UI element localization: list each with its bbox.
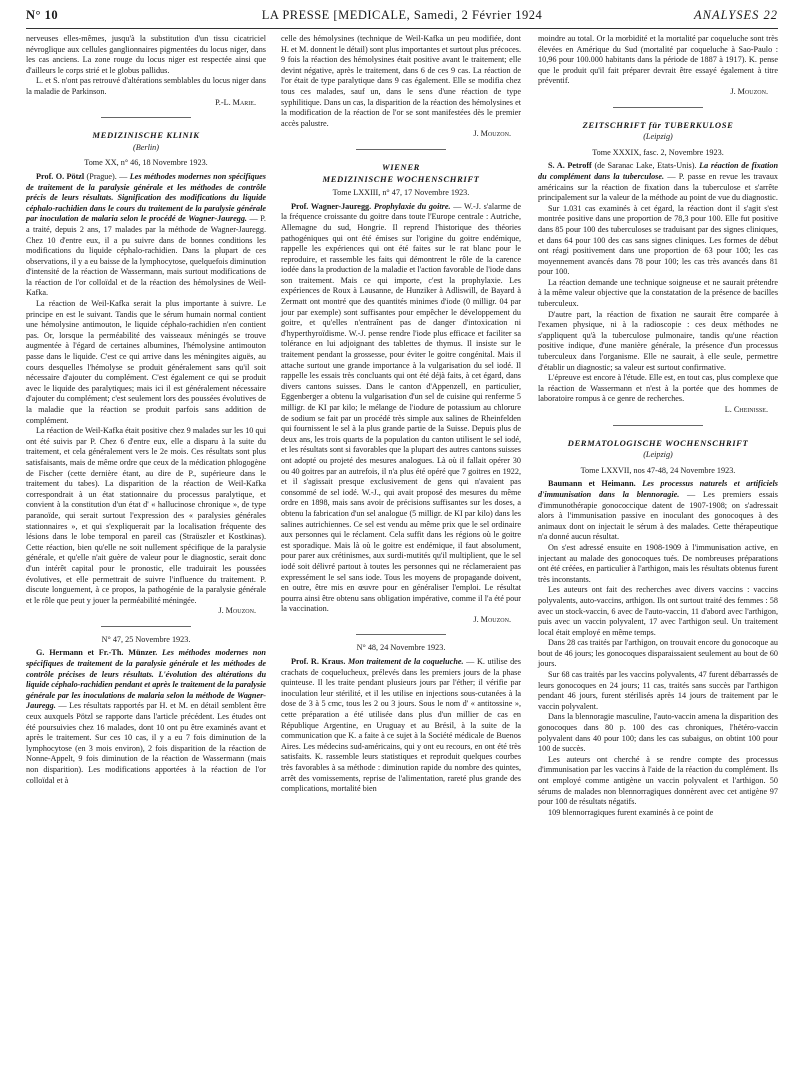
article-text: — K. utilise des crachats de coquelucheux, prélevés dans les premiers jours de la phase quinteuse. Il les traite pendant plusieurs jours par l'éther; il vérifie par inoculation leur stérilité, et il les utilise en injections sous-cutanées à la dose de 3 à 5 cmc, tous les 2 ou 3 jours. Sous le nom d' « antitossine », cette préparation a été utilisée dans plus d'un millier de cas en République Argentine, en Uruguay et au Brésil, à la suite de la communication que K. a faite à ce sujet à la Société médicale de Buenos Aires. Les médecins sud-américains, qui y ont eu recours, en ont été très satisfaits. K. rassemble leurs statistiques et reproduit quelques courbes très favorables à sa méthode : diminution rapide du nombre des quintes, arrêt des vomissements, reprise de l'alimentation, rareté plus grande des complications, mortalité bien [281,657,521,794]
article-title: Les processus naturels et artificiels d'immunisation dans la blennoragie. [538,479,778,499]
issue-line: N° 47, 25 Novembre 1923. [101,634,191,644]
issue-line: N° 48, 24 Novembre 1923. [356,643,446,653]
paragraph: L. et S. n'ont pas retrouvé d'altérations semblables du locus niger dans la maladie de Parkinson. [26,76,266,96]
paragraph: D'autre part, la réaction de fixation ne saurait être comparée à l'examen physique, ni à la radioscopie : ces deux méthodes ne s'appliquent qu'à la tuberculose pulmonaire, tandis qu'une réaction positive indique, d'une manière générale, la présence d'un processus tuberculeux dans l'organisme. Elle ne saurait, à elle seule, permettre d'établir un diagnostic; sa valeur est surtout confirmative. [538,309,778,372]
article-place: (Prague). — [84,171,130,181]
article-author: G. Hermann et Fr.-Th. Münzer. [36,648,158,658]
article [538,479,778,543]
signature: J. Mouzon. [218,606,256,616]
paragraph: Dans la blennoragie masculine, l'auto-vaccin amena la disparition des gonocoques dans 80 p. 100 des cas chroniques, l'hétéro-vaccin polyvalent dans 40 pour 100; dans les cas subaigus, on obtint 100 pour 100 de succès. [538,712,778,754]
paragraph: moindre au total. Or la morbidité et la mortalité par coqueluche sont très élevées en Amérique du Sud (mortalité par coqueluche à Sao-Paulo : 10,96 pour 100.000 habitants dans la période de 1887 à 1917). K. pense que le produit qu'il fait préparer devrait être essayé également à titre préventif. [538,34,778,86]
separator [613,425,703,426]
journal-heading: MEDIZINISCHE WOCHENSCHRIFT [322,173,480,184]
article [538,161,778,203]
signature: P.-L. Marie. [215,97,256,107]
article-title: Mon traitement de la coqueluche. [345,657,464,667]
paragraph: Sur 68 cas traités par les vaccins polyvalents, 47 furent débarrassés de leurs gonocoques en 24 jours; 11 cas, traités sans succès par l'arthigon pendant 46 jours, furent stérilisés après 14 jours de traitement par le vaccin polyvalent. [538,670,778,711]
paragraph: Dans 28 cas traités par l'arthigon, on trouvait encore du gonocoque au bout de 46 jours; les gonocoques disparaissaient seulement au bout de 60 jours. [538,638,778,669]
article-title: Prophylaxie du goitre. [371,201,451,211]
article [281,202,521,615]
article-text: — W.-J. s'alarme de la fréquence croissante du goitre dans toute l'Europe centrale : Autriche, Allemagne du sud, Hongrie. Il reprend l'historique des théories pathogéniques qui ont été émises sur l'origine du goitre endémique, rappelle les expériences qui ont été faites sur le rat blanc pour le reproduire, et rassemble les faits qui démontrent le rôle de la carence iodée dans la production de la maladie et l'action favorable de l'iode dans son traitement. Mais ce qui importe, c'est la prophylaxie. Les expériences de Roux à Lausanne, de Hunziker à Adliswill, de Bayard à Zermatt ont montré que des quantités minimes d'iode (0 milligr. 04 par jour par exemple) sont suffisantes pour empêcher le développement du goitre, et qu'elles n'entraînent pas de danger d'intoxication ni d'hyperthyroïdisme. W.-J. pense rendre l'iode plus efficace et faciliter sa tolérance en lui adjoignant des tablettes de thymus. Il insiste sur le traitement pendant la grossesse, pour éviter le goitre congénital. Mais il attache surtout une grande importance à la vulgarisation du sel iodé. Il rappelle les essais très concluants qui ont été déjà faits, à cet égard, dans divers cantons suisses. Dans le canton d'Appenzell, en particulier, Eggenberger a obtenu la vulgarisation d'un sel de cuisine qui renferme 5 milligr. de KI par kilo; le mélange de l'iodure de potassium au chlorure de sodium se fait par un procédé très simple aux salines de Rheinfelden qui fournissent le sel à la plus grande partie de la Suisse. Depuis plus de deux ans, les trois quarts de la population du canton utilisent le sel iodé, et les résultats sont si favorables que la plupart des autres cantons suisses ont adopté ou projeté des mesures analogues. Là où il fallait opérer 30 ou 40 goitres par an autrefois, il n'a plus été opéré que 7 goitres en 1922, et il s'agissait presque exclusivement de gens qui n'avaient pas consommé de sel iodé. W.-J., qui avait proposé des mesures du même ordre en 1898, mais sans avoir de précisions suffisantes sur les doses, a obtenu la fabrication d'un sel analogue (5 milligr. de KI par kilo) dans les salines autrichiennes. Ce sel est vendu au même prix que le sel ordinaire aux personnes qui le réclament. Cela suffit dans les régions où le goitre est sporadique. Mais là où le goitre est endémique, il faut absolument, pour parer aux crétinismes, aux surdi-mutités qu'il multiplient, que le sel iodé soit délivré partout à toutes les personnes qui ne réclameraient pas expressément le sel sans iode. Tous les moyens de propagande doivent, en outre, être mis en œuvre pour en généraliser l'emploi. Le résultat pourra ainsi être obtenu sans obligation impérative, comme il l'a été pour la vaccination. [281,201,522,614]
column-3 [538,34,778,818]
article [26,648,266,786]
paragraph: 109 blennorragiques furent examinés à ce point de [548,807,714,817]
paragraph: celle des hémolysines (technique de Weil-Kafka un peu modifiée, dont H. et M. donnent le détail) sont plus importantes et surtout plus précoces. 9 fois la réaction des hémolysines était positive avant le traitement; elle devint négative, après le traitement, dans 6 de ces 9 cas. La réaction de l'or était de type paralytique dans 9 cas également. Elle se modifia chez tous ces malades, sauf un, dans le sens d'une réaction de type syphilitique. Dans un cas, la disparition de la réaction des hémolysines et la modification de la réaction de l'or se sont manifestées dès le premier accès palustre. [281,34,521,128]
page-number: N° 10 [26,8,59,22]
column-1 [26,34,266,786]
signature: J. Mouzon. [730,86,768,96]
article-text: — Les résultats rapportés par H. et M. en détail semblent être ceux auxquels Pötzl se rapporte dans l'article précédent. Les études ont été poursuivies chez 16 malades, dont 10 ont pu être examinés avant et après le traitement. Sur ces 10 cas, il y a eu 7 fois diminution de la lymphocytose (en 3 mois environ), 2 fois disparition de la réaction de Nonne-Appelt, 9 fois diminution de la réaction de Wassermann (mais non disparition). Les modifications apportées à la réaction de l'or colloïdal et à [26,701,266,785]
issue-line: Tome LXXVII, nos 47-48, 24 Novembre 1923. [580,465,736,475]
signature: L. Cheinisse. [724,405,768,414]
article-author: Prof. O. Pötzl [36,171,85,181]
article-author: S. A. Petroff [548,161,592,171]
paragraph: La réaction de Weil-Kafka serait la plus importante à suivre. Le principe en est le suivant. Tandis que le sérum humain normal contient une hémolysine antimouton, le liquide céphalo-rachidien n'en contient pas. Or, lorsque la perméabilité des vaisseaux méningés se trouve augmentée à l'égard de certaines albumines, l'hémolysine antimouton passe dans le liquide. C'est ce qui arrive dans les méningites aiguës, au cours desquelles l'hémolyse se produit généralement sans qu'il soit nécessaire d'ajouter du complément. C'est également ce qui se produit avec le liquide des paralytiques; mais ici il est généralement nécessaire d'ajouter du complément; c'est seulement lors des poussées évolutives de la maladie que la réaction se produit parfois sans addition de complément. [26,299,266,425]
journal-title: LA PRESSE [MEDICALE, Samedi, 2 Février 1924 [261,8,543,22]
separator [356,149,446,150]
article-title: Les méthodes modernes non spécifiques de traitement de la paralysie générale et les méthodes de contrôle précises de leurs résultats. L'évolution des altérations du liquide céphalo-rachidien pendant et après le traitement de la paralysie générale par les inoculations de malaria selon la méthode de Wagner-Jauregg. [26,648,266,711]
paragraph: nerveuses elles-mêmes, jusqu'à la substitution d'un tissu cicatriciel névroglique aux cellules ganglionnaires pigmentées du locus niger, dans les cas anciens. La zone rouge du locus niger est respectée ainsi que d'ailleurs le corps strié et le globus pallidus. [26,34,266,75]
separator [101,626,191,627]
section-title: ANALYSES 22 [693,8,778,22]
issue-line: Tome XXXIX, fasc. 2, Novembre 1923. [592,147,724,157]
paragraph: La réaction de Weil-Kafka était positive chez 9 malades sur les 10 qui ont été suivis par P. Chez 6 d'entre eux, elle a disparu à la suite du traitement, et cela généralement vers le 2e mois. Ces résultats sont plus satisfaisants, mais de même ordre que ceux de la médication phlogogène de Fischer (cette dernière étant, au dire de P., supérieure dans le traitement du tabes). La disparition de la réaction de Weil-Kafka correspondrait à un état stationnaire du processus paralytique, et convient à la constitution d'un état d' « hallucinose chronique », de type paranoïde, qui serait surtout l'expression des « paralysies générales stationnaires », et qui s'expliquerait par la localisation fréquente des lésions dans le lobe temporal en pareil cas (Straüszler et Kostkinas). Cette réaction, bien qu'elle ne soit nullement spécifique de la paralysie générale, et qu'elle n'ait guère de valeur pour le diagnostic, serait donc d'un intérêt capital pour le pronostic, elle traduirait les poussées évolutives, et elle permettrait de suivre l'influence du traitement. P. discute longuement, à ce propos, la pathogénie de la paralysie générale et le rôle que peut y jouer la perméabilité méningée. [26,426,266,605]
article-author: Prof. R. Kraus. [291,657,346,667]
article-author: Prof. Wagner-Jauregg. [291,201,372,211]
journal-city: (Leipzig) [643,450,673,460]
article-title: La réaction de fixation du complément dans la tuberculose. [538,161,778,181]
journal-heading: MEDIZINISCHE KLINIK [92,130,200,141]
page-header [26,6,778,26]
paragraph: L'épreuve est encore à l'étude. Elle est, en tout cas, plus complexe que la réaction de Wassermann et n'est à la portée que des hommes de laboratoire rompus à ce genre de recherches. [538,373,778,404]
journal-heading: WIENER [382,161,420,172]
article-text: — P. a traité, depuis 2 ans, 17 malades par la méthode de Wagner-Jauregg. Chez 10 d'entre eux, il a pu suivre dans de bonnes conditions les modifications du liquide céphalo-rachidien. Dans la plupart de ces observations, il y a eu baisse de la lymphocytose, quelquefois diminution d'intensité de la réaction de Wassermann, mais surtout modifications de la réaction de l'or colloïdal et de la réaction des hémolysines de Weil-Kafka. [26,214,266,298]
signature: J. Mouzon. [473,614,511,624]
paragraph: Les auteurs ont fait des recherches avec divers vaccins : vaccins polyvalents, auto-vaccins, arthigon. Ils ont surtout traité des femmes : 58 avec un stock-vaccin, 6 avec de l'auto-vaccin, 11 d'abord avec l'arthigon, puis avec un vaccin polyvalent, 17 avec l'arthigon seul. Un traitement local était employé en même temps. [538,585,778,637]
journal-heading: DERMATOLOGISCHE WOCHENSCHRIFT [567,437,749,448]
paragraph: On s'est adressé ensuite en 1908-1909 à l'immunisation active, en injectant au malade des gonocoques tués. De nombreuses préparations ont été créées, en particulier à l'arthigon, mais les résultats obtenus furent très inconstants. [538,542,778,584]
paragraph: La réaction demande une technique soigneuse et ne saurait prétendre à la même valeur objective que la constatation de la présence de bacilles tuberculeux. [538,277,778,309]
journal-heading: ZEITSCHRIFT für TUBERKULOSE [582,119,734,130]
article-place: (de Saranac Lake, Etats-Unis). [591,161,700,171]
issue-line: Tome XX, n° 46, 18 Novembre 1923. [84,158,208,168]
article-text: — Les premiers essais d'immunothérapie gonococcique datent de 1907-1908; on s'adressait alors à l'immunisation passive en inoculant des gonocoques à des animaux dont on injectait le sérum à des malades. Cette thérapeutique n'a donné aucun résultat. [538,489,778,542]
signature: J. Mouzon. [473,129,511,139]
issue-line: Tome LXXIII, n° 47, 17 Novembre 1923. [332,188,470,198]
article-text: — P. passe en revue les travaux américains sur la réaction de fixation dans la tuberculose et s'arrête principalement sur la valeur de la méthode au point de vue du diagnostic. [538,171,779,203]
journal-city: (Leipzig) [643,132,673,142]
separator [101,117,191,118]
separator [613,107,703,108]
separator [356,634,446,635]
paragraph: Sur 1.031 cas examinés à cet égard, la réaction dont il s'agit s'est montrée positive dans une proportion de 78,3 pour 100. Elle fut positive dans 85 pour 100 des tuberculoses se traduisant par des signes cliniques, et dans 64 pour 100 des cas sans signes cliniques. Les formes de début ont réagi positivement dans une proportion de 63 pour 100; les cas moyennement avancés dans 78 pour 100; les cas très avancés dans 81 pour 100. [538,203,778,277]
article [281,657,521,795]
header-rule [26,28,778,29]
article-title: Les méthodes modernes non spécifiques de traitement de la paralysie générale et les méthodes de contrôle précis de leurs résultats. Signification des modifications du liquide céphalo-rachidien dans le cours du traitement de la paralysie générale par inoculation de malaria selon le procédé de Wagner-Jauregg. [26,171,266,224]
article-author: Baumann et Heimann. [548,479,636,489]
journal-city: (Berlin) [133,142,159,152]
paragraph: Les auteurs ont cherché à se rendre compte des processus d'immunisation par les vaccins à l'aide de la réaction du complément. Ils ont employé comme antigène un vaccin polyvalent et l'arthigon. 50 sérums de malades non blennorragiques donnèrent avec cet antigène 97 pour 100 de résultats négatifs. [538,754,778,807]
column-2 [281,34,521,795]
article [26,172,266,299]
